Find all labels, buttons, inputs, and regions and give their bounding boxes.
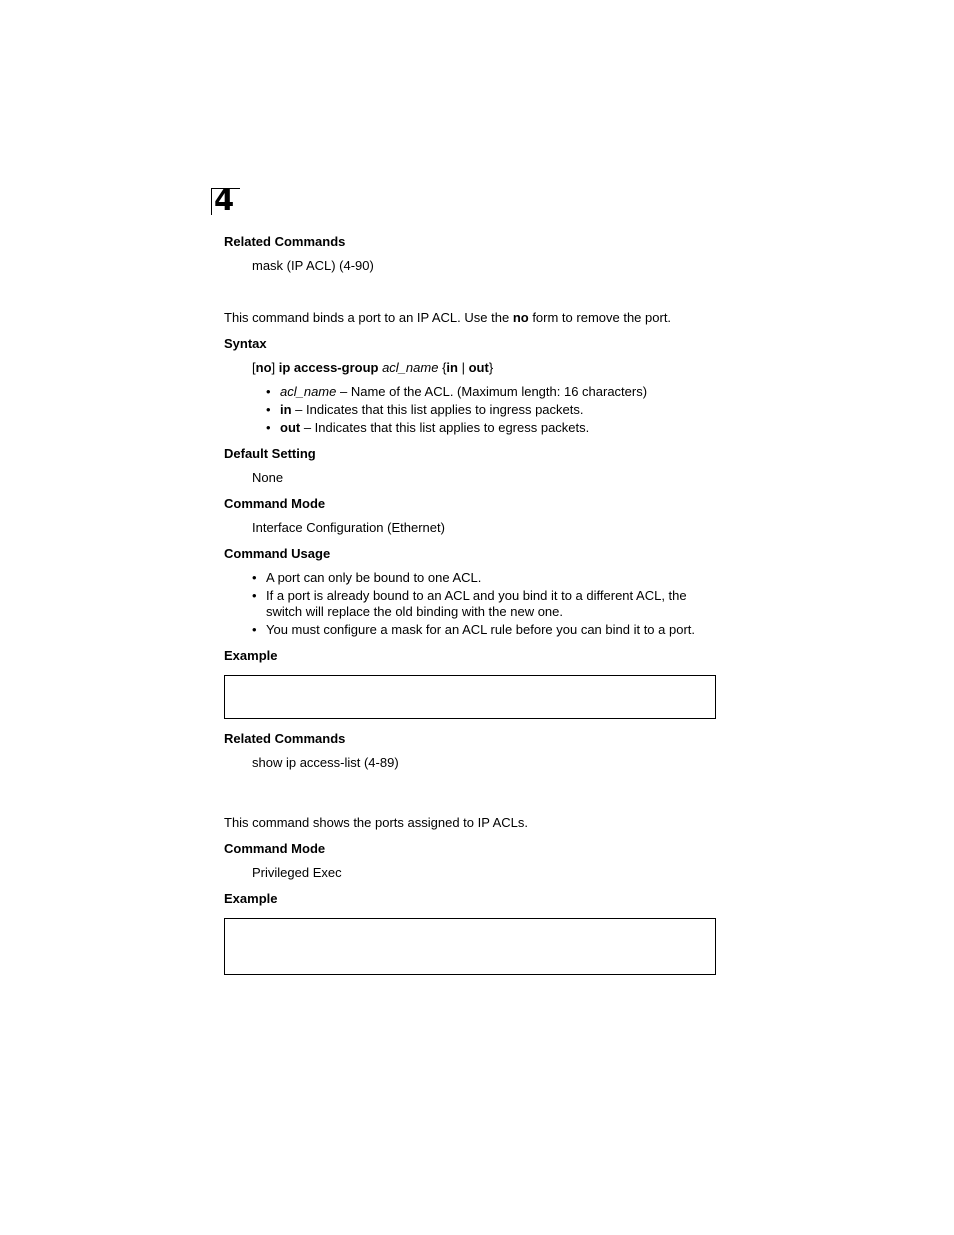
command-mode-text: Privileged Exec (252, 865, 342, 880)
example-code-box (224, 675, 716, 719)
example-heading: Example (224, 648, 278, 663)
command-usage-heading: Command Usage (224, 546, 331, 561)
syntax-heading: Syntax (224, 336, 267, 351)
default-setting-text: None (252, 470, 284, 485)
default-setting-heading: Default Setting (224, 446, 316, 461)
related-commands-text: show ip access-list (4-89) (252, 755, 399, 770)
command-mode-heading: Command Mode (224, 496, 326, 511)
command-description: This command binds a port to an IP ACL. Use the no form to remove the port. (224, 310, 672, 325)
related-commands-heading: Related Commands (224, 234, 346, 249)
command-description: This command shows the ports assigned to IP ACLs. (224, 815, 528, 830)
example-code-box (224, 918, 716, 975)
syntax-line: [no] ip access-group acl_name {in | out} (252, 360, 494, 375)
related-commands-text: mask (IP ACL) (4-90) (252, 258, 374, 273)
command-mode-heading: Command Mode (224, 841, 326, 856)
example-heading: Example (224, 891, 278, 906)
related-commands-heading: Related Commands (224, 731, 346, 746)
chapter-number: 4 (214, 183, 235, 217)
command-mode-text: Interface Configuration (Ethernet) (252, 520, 445, 535)
chapter-number-tab (211, 183, 240, 217)
